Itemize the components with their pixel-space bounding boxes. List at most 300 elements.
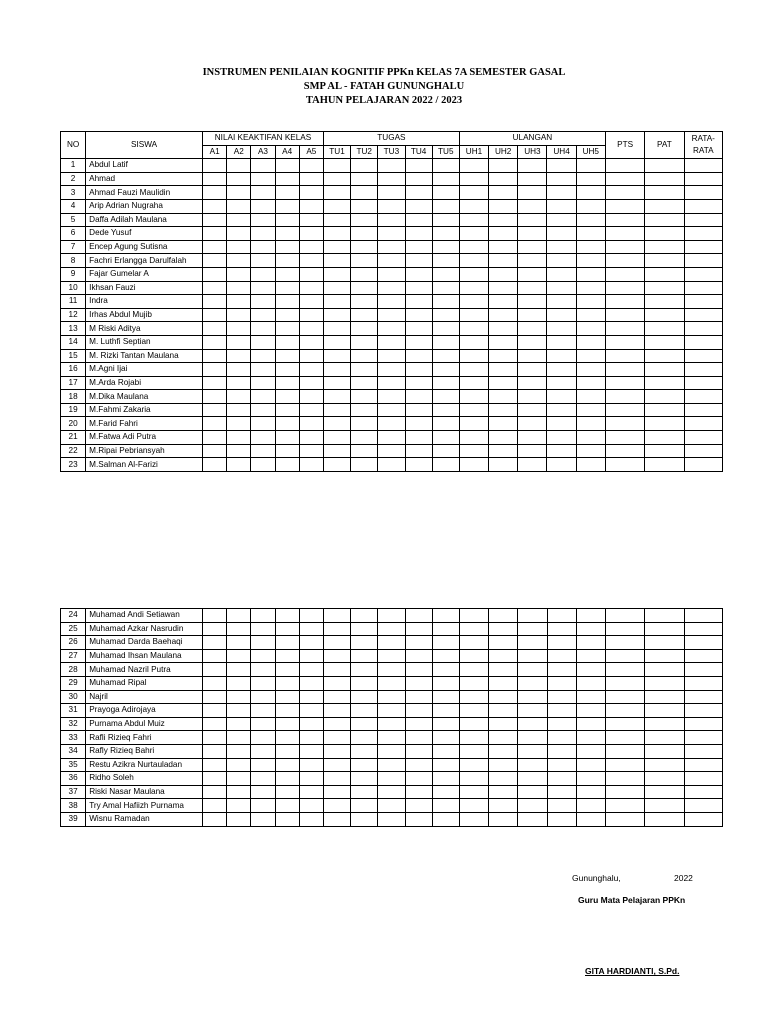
score-cell[interactable] <box>606 785 645 799</box>
score-cell[interactable] <box>606 799 645 813</box>
score-cell[interactable] <box>405 704 432 718</box>
score-cell[interactable] <box>547 704 576 718</box>
score-cell[interactable] <box>227 240 251 254</box>
score-cell[interactable] <box>645 717 684 731</box>
score-cell[interactable] <box>405 240 432 254</box>
score-cell[interactable] <box>605 322 644 336</box>
score-cell[interactable] <box>275 295 299 309</box>
score-cell[interactable] <box>518 649 547 663</box>
score-cell[interactable] <box>351 335 378 349</box>
score-cell[interactable] <box>299 403 323 417</box>
score-cell[interactable] <box>459 458 488 472</box>
score-cell[interactable] <box>405 363 432 377</box>
score-cell[interactable] <box>275 785 299 799</box>
score-cell[interactable] <box>605 390 644 404</box>
score-cell[interactable] <box>684 240 723 254</box>
score-cell[interactable] <box>378 322 405 336</box>
score-cell[interactable] <box>576 785 605 799</box>
score-cell[interactable] <box>547 349 576 363</box>
score-cell[interactable] <box>405 649 432 663</box>
score-cell[interactable] <box>203 254 227 268</box>
score-cell[interactable] <box>378 213 405 227</box>
score-cell[interactable] <box>684 799 722 813</box>
score-cell[interactable] <box>518 458 547 472</box>
score-cell[interactable] <box>351 403 378 417</box>
score-cell[interactable] <box>203 676 227 690</box>
score-cell[interactable] <box>605 295 644 309</box>
score-cell[interactable] <box>432 363 459 377</box>
score-cell[interactable] <box>299 812 323 826</box>
score-cell[interactable] <box>645 758 684 772</box>
score-cell[interactable] <box>405 717 432 731</box>
score-cell[interactable] <box>489 281 518 295</box>
score-cell[interactable] <box>432 349 459 363</box>
score-cell[interactable] <box>323 431 350 445</box>
score-cell[interactable] <box>576 240 605 254</box>
score-cell[interactable] <box>459 335 488 349</box>
score-cell[interactable] <box>489 431 518 445</box>
score-cell[interactable] <box>459 363 488 377</box>
score-cell[interactable] <box>323 609 350 623</box>
score-cell[interactable] <box>299 431 323 445</box>
score-cell[interactable] <box>547 799 576 813</box>
score-cell[interactable] <box>489 690 518 704</box>
score-cell[interactable] <box>299 186 323 200</box>
score-cell[interactable] <box>547 403 576 417</box>
score-cell[interactable] <box>684 172 723 186</box>
score-cell[interactable] <box>459 403 488 417</box>
score-cell[interactable] <box>251 213 275 227</box>
score-cell[interactable] <box>432 376 459 390</box>
score-cell[interactable] <box>405 376 432 390</box>
score-cell[interactable] <box>605 227 644 241</box>
score-cell[interactable] <box>405 676 432 690</box>
score-cell[interactable] <box>547 458 576 472</box>
score-cell[interactable] <box>645 744 684 758</box>
score-cell[interactable] <box>432 172 459 186</box>
score-cell[interactable] <box>378 390 405 404</box>
score-cell[interactable] <box>323 417 350 431</box>
score-cell[interactable] <box>227 622 251 636</box>
score-cell[interactable] <box>227 308 251 322</box>
score-cell[interactable] <box>459 254 488 268</box>
score-cell[interactable] <box>547 758 576 772</box>
score-cell[interactable] <box>518 376 547 390</box>
score-cell[interactable] <box>299 199 323 213</box>
score-cell[interactable] <box>576 403 605 417</box>
score-cell[interactable] <box>378 690 405 704</box>
score-cell[interactable] <box>459 322 488 336</box>
score-cell[interactable] <box>645 335 684 349</box>
score-cell[interactable] <box>299 690 323 704</box>
score-cell[interactable] <box>489 240 518 254</box>
score-cell[interactable] <box>645 295 684 309</box>
score-cell[interactable] <box>227 458 251 472</box>
score-cell[interactable] <box>684 744 722 758</box>
score-cell[interactable] <box>378 199 405 213</box>
score-cell[interactable] <box>684 704 722 718</box>
score-cell[interactable] <box>547 744 576 758</box>
score-cell[interactable] <box>684 213 723 227</box>
score-cell[interactable] <box>378 417 405 431</box>
score-cell[interactable] <box>645 799 684 813</box>
score-cell[interactable] <box>547 335 576 349</box>
score-cell[interactable] <box>459 281 488 295</box>
score-cell[interactable] <box>351 363 378 377</box>
score-cell[interactable] <box>459 676 488 690</box>
score-cell[interactable] <box>378 744 405 758</box>
score-cell[interactable] <box>576 322 605 336</box>
score-cell[interactable] <box>405 186 432 200</box>
score-cell[interactable] <box>251 254 275 268</box>
score-cell[interactable] <box>645 812 684 826</box>
score-cell[interactable] <box>576 199 605 213</box>
score-cell[interactable] <box>547 172 576 186</box>
score-cell[interactable] <box>323 649 350 663</box>
score-cell[interactable] <box>227 812 251 826</box>
score-cell[interactable] <box>378 267 405 281</box>
score-cell[interactable] <box>227 403 251 417</box>
score-cell[interactable] <box>518 363 547 377</box>
score-cell[interactable] <box>518 690 547 704</box>
score-cell[interactable] <box>251 281 275 295</box>
score-cell[interactable] <box>405 785 432 799</box>
score-cell[interactable] <box>576 172 605 186</box>
score-cell[interactable] <box>684 676 722 690</box>
score-cell[interactable] <box>684 308 723 322</box>
score-cell[interactable] <box>684 322 723 336</box>
score-cell[interactable] <box>518 785 547 799</box>
score-cell[interactable] <box>405 444 432 458</box>
score-cell[interactable] <box>251 758 275 772</box>
score-cell[interactable] <box>518 663 547 677</box>
score-cell[interactable] <box>489 390 518 404</box>
score-cell[interactable] <box>378 172 405 186</box>
score-cell[interactable] <box>432 186 459 200</box>
score-cell[interactable] <box>489 785 518 799</box>
score-cell[interactable] <box>227 254 251 268</box>
score-cell[interactable] <box>684 186 723 200</box>
score-cell[interactable] <box>547 213 576 227</box>
score-cell[interactable] <box>251 622 275 636</box>
score-cell[interactable] <box>547 363 576 377</box>
score-cell[interactable] <box>432 213 459 227</box>
score-cell[interactable] <box>518 349 547 363</box>
score-cell[interactable] <box>299 159 323 173</box>
score-cell[interactable] <box>227 390 251 404</box>
score-cell[interactable] <box>684 267 723 281</box>
score-cell[interactable] <box>576 254 605 268</box>
score-cell[interactable] <box>251 376 275 390</box>
score-cell[interactable] <box>203 199 227 213</box>
score-cell[interactable] <box>251 417 275 431</box>
score-cell[interactable] <box>323 622 350 636</box>
score-cell[interactable] <box>351 172 378 186</box>
score-cell[interactable] <box>299 295 323 309</box>
score-cell[interactable] <box>227 785 251 799</box>
score-cell[interactable] <box>489 172 518 186</box>
score-cell[interactable] <box>459 731 488 745</box>
score-cell[interactable] <box>489 376 518 390</box>
score-cell[interactable] <box>432 417 459 431</box>
score-cell[interactable] <box>203 458 227 472</box>
score-cell[interactable] <box>275 227 299 241</box>
score-cell[interactable] <box>489 186 518 200</box>
score-cell[interactable] <box>489 622 518 636</box>
score-cell[interactable] <box>251 649 275 663</box>
score-cell[interactable] <box>203 213 227 227</box>
score-cell[interactable] <box>459 199 488 213</box>
score-cell[interactable] <box>547 254 576 268</box>
score-cell[interactable] <box>576 227 605 241</box>
score-cell[interactable] <box>459 609 488 623</box>
score-cell[interactable] <box>518 159 547 173</box>
score-cell[interactable] <box>275 731 299 745</box>
score-cell[interactable] <box>432 663 459 677</box>
score-cell[interactable] <box>576 281 605 295</box>
score-cell[interactable] <box>251 308 275 322</box>
score-cell[interactable] <box>227 799 251 813</box>
score-cell[interactable] <box>227 731 251 745</box>
score-cell[interactable] <box>518 431 547 445</box>
score-cell[interactable] <box>405 636 432 650</box>
score-cell[interactable] <box>645 676 684 690</box>
score-cell[interactable] <box>323 335 350 349</box>
score-cell[interactable] <box>227 267 251 281</box>
score-cell[interactable] <box>299 717 323 731</box>
score-cell[interactable] <box>323 663 350 677</box>
score-cell[interactable] <box>489 609 518 623</box>
score-cell[interactable] <box>275 240 299 254</box>
score-cell[interactable] <box>251 690 275 704</box>
score-cell[interactable] <box>518 227 547 241</box>
score-cell[interactable] <box>405 267 432 281</box>
score-cell[interactable] <box>405 335 432 349</box>
score-cell[interactable] <box>378 704 405 718</box>
score-cell[interactable] <box>459 744 488 758</box>
score-cell[interactable] <box>275 458 299 472</box>
score-cell[interactable] <box>251 199 275 213</box>
score-cell[interactable] <box>299 417 323 431</box>
score-cell[interactable] <box>227 609 251 623</box>
score-cell[interactable] <box>432 812 459 826</box>
score-cell[interactable] <box>645 254 684 268</box>
score-cell[interactable] <box>684 731 722 745</box>
score-cell[interactable] <box>378 308 405 322</box>
score-cell[interactable] <box>489 295 518 309</box>
score-cell[interactable] <box>432 649 459 663</box>
score-cell[interactable] <box>251 390 275 404</box>
score-cell[interactable] <box>275 636 299 650</box>
score-cell[interactable] <box>299 609 323 623</box>
score-cell[interactable] <box>518 295 547 309</box>
score-cell[interactable] <box>405 349 432 363</box>
score-cell[interactable] <box>576 636 605 650</box>
score-cell[interactable] <box>351 812 378 826</box>
score-cell[interactable] <box>645 349 684 363</box>
score-cell[interactable] <box>351 417 378 431</box>
score-cell[interactable] <box>405 731 432 745</box>
score-cell[interactable] <box>299 785 323 799</box>
score-cell[interactable] <box>203 267 227 281</box>
score-cell[interactable] <box>351 663 378 677</box>
score-cell[interactable] <box>684 254 723 268</box>
score-cell[interactable] <box>605 186 644 200</box>
score-cell[interactable] <box>203 772 227 786</box>
score-cell[interactable] <box>547 772 576 786</box>
score-cell[interactable] <box>203 785 227 799</box>
score-cell[interactable] <box>606 622 645 636</box>
score-cell[interactable] <box>489 458 518 472</box>
score-cell[interactable] <box>323 390 350 404</box>
score-cell[interactable] <box>547 240 576 254</box>
score-cell[interactable] <box>459 227 488 241</box>
score-cell[interactable] <box>323 676 350 690</box>
score-cell[interactable] <box>518 744 547 758</box>
score-cell[interactable] <box>323 744 350 758</box>
score-cell[interactable] <box>432 431 459 445</box>
score-cell[interactable] <box>251 349 275 363</box>
score-cell[interactable] <box>227 349 251 363</box>
score-cell[interactable] <box>378 676 405 690</box>
score-cell[interactable] <box>684 227 723 241</box>
score-cell[interactable] <box>299 758 323 772</box>
score-cell[interactable] <box>275 663 299 677</box>
score-cell[interactable] <box>489 417 518 431</box>
score-cell[interactable] <box>405 390 432 404</box>
score-cell[interactable] <box>489 349 518 363</box>
score-cell[interactable] <box>299 240 323 254</box>
score-cell[interactable] <box>405 663 432 677</box>
score-cell[interactable] <box>405 799 432 813</box>
score-cell[interactable] <box>203 172 227 186</box>
score-cell[interactable] <box>645 281 684 295</box>
score-cell[interactable] <box>323 186 350 200</box>
score-cell[interactable] <box>489 213 518 227</box>
score-cell[interactable] <box>576 799 605 813</box>
score-cell[interactable] <box>645 458 684 472</box>
score-cell[interactable] <box>251 717 275 731</box>
score-cell[interactable] <box>251 295 275 309</box>
score-cell[interactable] <box>323 403 350 417</box>
score-cell[interactable] <box>432 444 459 458</box>
score-cell[interactable] <box>275 322 299 336</box>
score-cell[interactable] <box>227 636 251 650</box>
score-cell[interactable] <box>203 444 227 458</box>
score-cell[interactable] <box>684 812 722 826</box>
score-cell[interactable] <box>459 186 488 200</box>
score-cell[interactable] <box>645 390 684 404</box>
score-cell[interactable] <box>299 376 323 390</box>
score-cell[interactable] <box>351 227 378 241</box>
score-cell[interactable] <box>432 335 459 349</box>
score-cell[interactable] <box>203 649 227 663</box>
score-cell[interactable] <box>275 649 299 663</box>
score-cell[interactable] <box>405 812 432 826</box>
score-cell[interactable] <box>576 417 605 431</box>
score-cell[interactable] <box>227 431 251 445</box>
score-cell[interactable] <box>645 186 684 200</box>
score-cell[interactable] <box>518 281 547 295</box>
score-cell[interactable] <box>489 772 518 786</box>
score-cell[interactable] <box>251 267 275 281</box>
score-cell[interactable] <box>576 213 605 227</box>
score-cell[interactable] <box>275 335 299 349</box>
score-cell[interactable] <box>227 649 251 663</box>
score-cell[interactable] <box>518 622 547 636</box>
score-cell[interactable] <box>606 609 645 623</box>
score-cell[interactable] <box>227 772 251 786</box>
score-cell[interactable] <box>378 772 405 786</box>
score-cell[interactable] <box>323 199 350 213</box>
score-cell[interactable] <box>489 676 518 690</box>
score-cell[interactable] <box>606 636 645 650</box>
score-cell[interactable] <box>489 799 518 813</box>
score-cell[interactable] <box>489 199 518 213</box>
score-cell[interactable] <box>378 731 405 745</box>
score-cell[interactable] <box>227 227 251 241</box>
score-cell[interactable] <box>299 649 323 663</box>
score-cell[interactable] <box>606 758 645 772</box>
score-cell[interactable] <box>518 240 547 254</box>
score-cell[interactable] <box>576 772 605 786</box>
score-cell[interactable] <box>645 772 684 786</box>
score-cell[interactable] <box>459 308 488 322</box>
score-cell[interactable] <box>645 663 684 677</box>
score-cell[interactable] <box>518 444 547 458</box>
score-cell[interactable] <box>203 349 227 363</box>
score-cell[interactable] <box>518 636 547 650</box>
score-cell[interactable] <box>645 622 684 636</box>
score-cell[interactable] <box>323 281 350 295</box>
score-cell[interactable] <box>251 731 275 745</box>
score-cell[interactable] <box>378 159 405 173</box>
score-cell[interactable] <box>606 717 645 731</box>
score-cell[interactable] <box>203 376 227 390</box>
score-cell[interactable] <box>605 172 644 186</box>
score-cell[interactable] <box>605 281 644 295</box>
score-cell[interactable] <box>299 390 323 404</box>
score-cell[interactable] <box>203 322 227 336</box>
score-cell[interactable] <box>432 281 459 295</box>
score-cell[interactable] <box>684 281 723 295</box>
score-cell[interactable] <box>432 390 459 404</box>
score-cell[interactable] <box>405 622 432 636</box>
score-cell[interactable] <box>605 267 644 281</box>
score-cell[interactable] <box>605 199 644 213</box>
score-cell[interactable] <box>518 267 547 281</box>
score-cell[interactable] <box>323 758 350 772</box>
score-cell[interactable] <box>489 444 518 458</box>
score-cell[interactable] <box>351 376 378 390</box>
score-cell[interactable] <box>351 785 378 799</box>
score-cell[interactable] <box>459 390 488 404</box>
score-cell[interactable] <box>323 444 350 458</box>
score-cell[interactable] <box>275 431 299 445</box>
score-cell[interactable] <box>645 267 684 281</box>
score-cell[interactable] <box>606 772 645 786</box>
score-cell[interactable] <box>299 676 323 690</box>
score-cell[interactable] <box>547 663 576 677</box>
score-cell[interactable] <box>432 267 459 281</box>
score-cell[interactable] <box>432 622 459 636</box>
score-cell[interactable] <box>378 281 405 295</box>
score-cell[interactable] <box>351 649 378 663</box>
score-cell[interactable] <box>432 636 459 650</box>
score-cell[interactable] <box>576 731 605 745</box>
score-cell[interactable] <box>299 444 323 458</box>
score-cell[interactable] <box>203 308 227 322</box>
